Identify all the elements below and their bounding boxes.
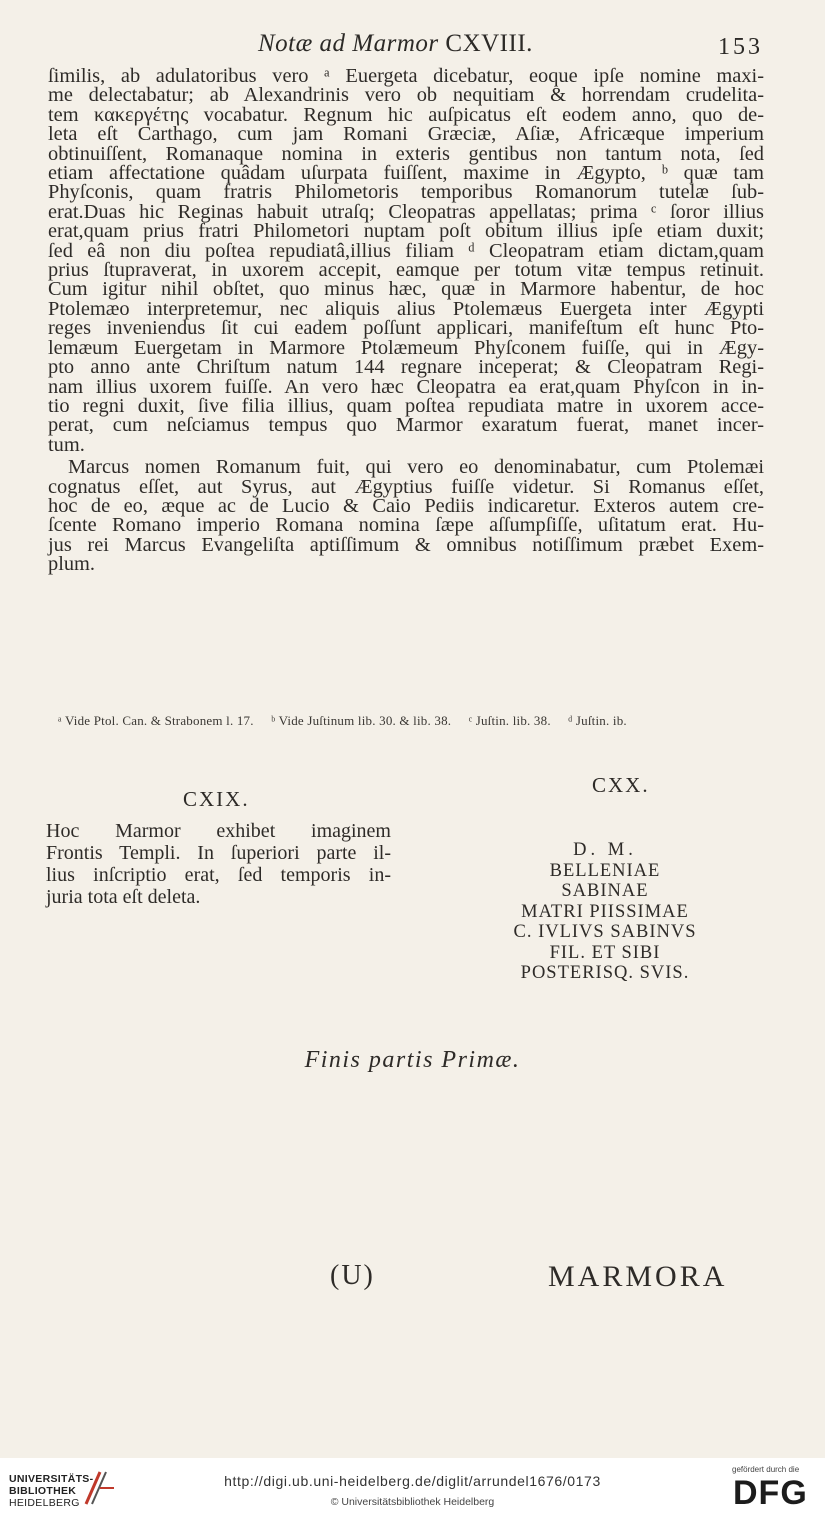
- text-line: reges inveniendus ſit cui eadem poſſunt applicari, manifeſtum eſt hunc Pto-: [48, 317, 764, 340]
- text-line: erat.Duas hic Reginas habuit utraſq; Cleopatras appellatas; prima ᶜ ſoror illius: [48, 200, 764, 223]
- inscription-line: POSTERISQ. SVIS.: [520, 963, 690, 983]
- text-line: prius ſtupraverat, in uxorem accepit, eamque per totum vitæ tempus retinuit.: [48, 259, 764, 282]
- text-line: lemæum Euergetam in Marmore Ptolæmeum Phyſconem fuiſſe, qui in Ægy-: [48, 336, 764, 359]
- finis-line: Finis partis Primæ.: [304, 1047, 521, 1073]
- running-title-roman: CXVIII.: [445, 30, 533, 57]
- running-title: [258, 30, 533, 58]
- section-cxx-inscription: [455, 840, 755, 984]
- text-line: cognatus eſſet, aut Syrus, aut Ægyptius fuiſſe videtur. Si Romanus eſſet,: [48, 475, 764, 498]
- text-line: etiam affectatione quâdam uſurpata fuiſſent, maxime in Ægypto, ᵇ quæ tam: [48, 162, 764, 185]
- footnote-d: ᵈ Juſtin. ib.: [568, 713, 627, 728]
- section-cxx-title: CXX.: [592, 773, 650, 797]
- text-line: obtinuiſſent, Romanaque nomina in exteris gentibus non tantum nota, ſed: [48, 142, 764, 165]
- text-line: tio regni duxit, ſive filia illius, quam poſtea repudiata matre in uxorem acce-: [48, 394, 764, 417]
- text-line: Marcus nomen Romanum fuit, qui vero eo denominabatur, cum Ptolemæi: [68, 456, 764, 479]
- copyright-notice: © Universitätsbibliothek Heidelberg: [330, 1496, 495, 1508]
- text-line: hoc de eo, æque ac de Lucio & Caio Pediis indicaretur. Exteros autem cre-: [48, 494, 764, 517]
- footnote-a: ᵃ Vide Ptol. Can. & Strabonem l. 17.: [58, 713, 254, 728]
- library-line-1: UNIVERSITÄTS-: [9, 1473, 94, 1485]
- text-line: Ptolemæo interpretemur, nec aliquis alius Ptolemæus Euergeta inter Ægypti: [48, 297, 764, 320]
- text-line: Hoc Marmor exhibet imaginem: [46, 820, 391, 842]
- page-number: 153: [718, 34, 763, 60]
- text-line: ſimilis, ab adulatoribus vero ᵃ Euergeta dicebatur, eoque ipſe nomine maxi-: [48, 65, 764, 87]
- text-line: jus rei Marcus Evangeliſta aptiſſimum & omnibus notiſſimum præbet Exem-: [48, 533, 764, 556]
- text-line: Cum igitur nihil obſtet, quo minus hæc, quæ in Marmore habentur, de hoc: [48, 278, 764, 301]
- text-line: me delectabatur; ab Alexandrinis vero ob nequitiam & horrendam crudelita-: [48, 84, 764, 107]
- page-header: [0, 30, 825, 70]
- text-line: plum.: [48, 553, 96, 576]
- footnote-c: ᶜ Juſtin. lib. 38.: [468, 713, 551, 728]
- text-line: pto anno ante Chriſtum natum 144 regnare inceperat; & Cleopatram Regi-: [48, 356, 764, 379]
- signature-mark: (U): [330, 1260, 375, 1291]
- main-text: [48, 67, 764, 575]
- inscription-line: C. IVLIVS SABINVS: [513, 922, 697, 942]
- paragraph-1: [48, 67, 764, 455]
- section-cxix-text: [46, 820, 391, 908]
- dfg-logo[interactable]: DFG: [733, 1474, 808, 1512]
- text-line: juria tota eſt deleta.: [46, 886, 201, 908]
- text-line: ſcente Romano imperio Romana nomina ſæpe aſſumpſiſſe, uſitatum erat. Hu-: [48, 514, 764, 537]
- text-line: perat, cum neſciamus tempus quo Marmor exaratum fuerat, manet incer-: [48, 414, 764, 437]
- text-line: lius inſcriptio erat, ſed temporis in-: [46, 864, 391, 886]
- library-line-3: HEIDELBERG: [9, 1497, 80, 1509]
- inscription-line: SABINAE: [561, 881, 649, 901]
- library-line-2: BIBLIOTHEK: [9, 1485, 77, 1497]
- inscription-line: D. M.: [573, 840, 637, 860]
- running-title-italic: Notæ ad Marmor: [258, 30, 439, 57]
- inscription-line: MATRI PIISSIMAE: [521, 901, 689, 922]
- inscription-line: BELLENIAE: [549, 860, 661, 881]
- funded-by-label: gefördert durch die: [732, 1465, 800, 1474]
- permalink-url[interactable]: http://digi.ub.uni-heidelberg.de/diglit/arrundel1676/0173: [224, 1473, 601, 1489]
- section-cxix-title: CXIX.: [183, 787, 250, 811]
- text-line: tum.: [48, 433, 85, 456]
- footnote-b: ᵇ Vide Juſtinum lib. 30. & lib. 38.: [271, 713, 452, 728]
- catchword: MARMORA: [548, 1260, 728, 1293]
- text-line: Phyſconis, quam fratris Philometoris temporibus Romanorum tutelæ ſub-: [48, 181, 764, 204]
- text-line: ſed eâ non diu poſtea repudiatâ,illius filiam ᵈ Cleopatram etiam dictam,quam: [48, 239, 764, 262]
- text-line: Frontis Templi. In ſuperiori parte il-: [46, 842, 391, 864]
- paragraph-2: [48, 458, 764, 574]
- inscription-line: FIL. ET SIBI: [549, 942, 661, 963]
- text-line: leta eſt Carthago, cum jam Romani Græciæ, Aſiæ, Africæque imperium: [48, 123, 764, 146]
- text-line: erat,quam prius fratri Philometori nuptam poſt obitum illius ipſe etiam duxit;: [48, 220, 764, 243]
- text-line: tem κακεργέτης vocabatur. Regnum hic auſpicatus eſt eodem anno, quo de-: [48, 103, 764, 126]
- text-line: nam illius uxorem fuiſſe. An vero hæc Cleopatra ea erat,quam Phyſcon in in-: [48, 375, 764, 398]
- footnotes: [58, 713, 768, 729]
